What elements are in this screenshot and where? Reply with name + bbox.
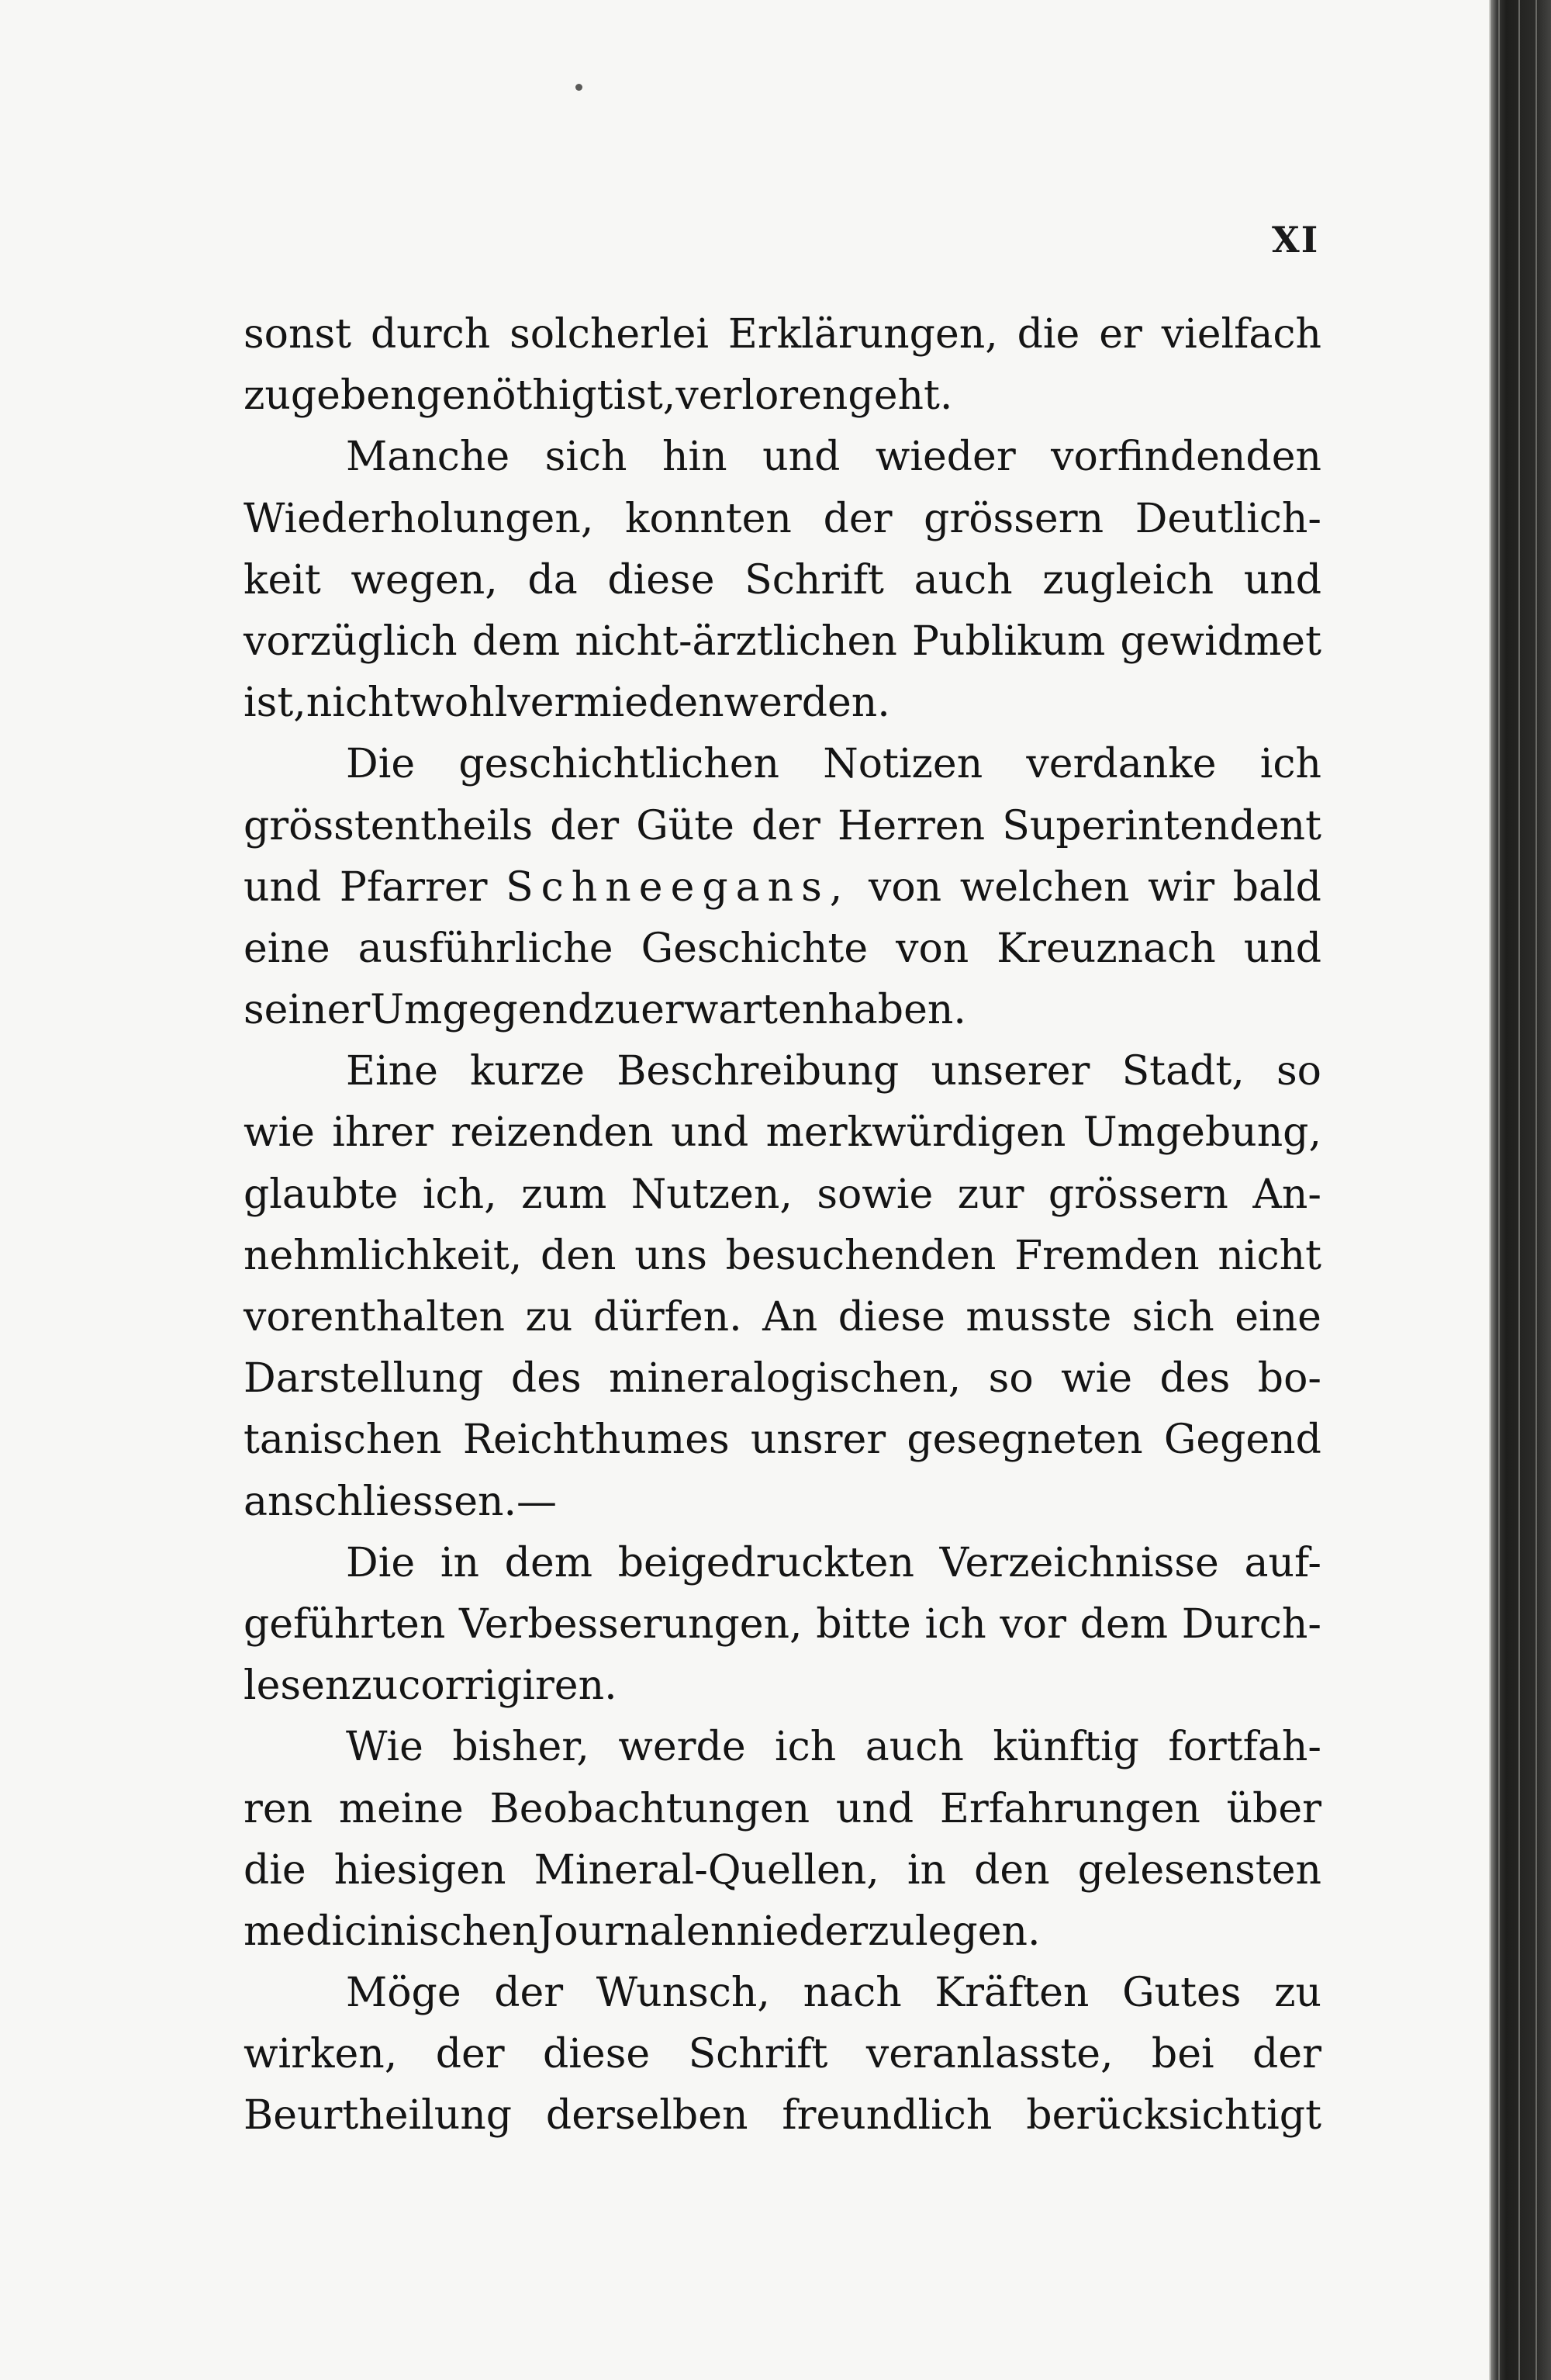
text-line <box>244 1594 1321 1655</box>
word: zum <box>521 1171 607 1218</box>
word: haben. <box>827 987 966 1034</box>
word: die <box>1017 311 1080 358</box>
text-line <box>244 1901 1321 1963</box>
word: hin <box>662 434 727 481</box>
word: Mineral-Quellen, <box>534 1846 879 1894</box>
word: der <box>751 802 820 849</box>
word: Die <box>346 1539 416 1586</box>
word: auch <box>865 1724 964 1771</box>
text-line <box>244 304 1321 365</box>
word: Notizen <box>823 741 983 788</box>
word: so <box>988 1355 1034 1403</box>
word: bei <box>1151 2031 1214 2078</box>
book-spine-edge <box>1491 0 1551 2380</box>
text-line <box>244 1287 1321 1348</box>
text-line <box>244 1655 1321 1717</box>
word: werde <box>618 1724 746 1771</box>
word: so <box>1276 1048 1321 1095</box>
word: der <box>435 2031 505 2078</box>
word: uns <box>634 1232 707 1279</box>
body-text <box>244 304 1321 2147</box>
word: in <box>907 1846 946 1894</box>
word: ihrer <box>332 1109 434 1157</box>
word: Herren <box>838 802 986 849</box>
word: sowie <box>817 1171 934 1218</box>
word: da <box>527 556 578 604</box>
word: Deutlich- <box>1135 495 1321 542</box>
text-line <box>244 427 1321 488</box>
word: merkwürdigen <box>765 1109 1066 1157</box>
word: des <box>510 1355 582 1403</box>
text-line <box>244 489 1321 550</box>
word: mineralogischen, <box>609 1355 962 1403</box>
word: musste <box>965 1294 1112 1340</box>
text-line <box>244 1102 1321 1164</box>
word: geht. <box>848 372 953 420</box>
word: von <box>896 925 969 972</box>
word: unserer <box>931 1048 1090 1095</box>
word: und <box>671 1109 749 1157</box>
word: Kräften <box>934 1970 1090 2017</box>
word: den <box>974 1846 1050 1894</box>
word: Möge <box>346 1970 461 2017</box>
word: fortfah- <box>1168 1724 1321 1771</box>
word: dem <box>504 1539 593 1586</box>
text-line <box>244 1041 1321 1102</box>
word: Schneegans, <box>506 863 851 911</box>
word: hiesigen <box>333 1846 506 1894</box>
word: solcherlei <box>510 311 709 358</box>
text-line <box>244 918 1321 980</box>
word: gelesensten <box>1077 1846 1321 1894</box>
text-line <box>244 2085 1321 2146</box>
word: An- <box>1252 1171 1321 1218</box>
word: vorfindenden <box>1051 434 1321 481</box>
text-line <box>244 611 1321 673</box>
word: Umgegend <box>370 987 594 1034</box>
word: zu <box>1274 1970 1321 2017</box>
word: Durch- <box>1181 1600 1321 1648</box>
word: diese <box>607 556 715 604</box>
word: verloren <box>675 372 848 420</box>
word: ich <box>1259 741 1321 788</box>
word: werden. <box>724 680 890 727</box>
word: wohl <box>409 680 508 727</box>
word: von <box>868 863 942 911</box>
word: und <box>1243 556 1321 604</box>
word: zur <box>957 1171 1024 1218</box>
word: Superintendent <box>1002 802 1321 849</box>
word: unsrer <box>750 1417 886 1464</box>
word: tanischen <box>244 1417 442 1464</box>
word: Die <box>346 741 416 788</box>
word: Wie <box>346 1724 423 1771</box>
word: glaubte <box>244 1171 399 1218</box>
word: Geschichte <box>641 925 869 972</box>
word: auch <box>914 556 1013 604</box>
word: und <box>762 434 841 481</box>
word: bitte <box>816 1600 911 1648</box>
word: Reichthumes <box>462 1417 730 1464</box>
word: und <box>244 863 322 911</box>
word: derselben <box>545 2092 748 2140</box>
word: niederzulegen. <box>736 1908 1041 1955</box>
word: Umgebung, <box>1083 1109 1321 1157</box>
text-line <box>244 1226 1321 1287</box>
word: geschichtlichen <box>458 741 779 788</box>
word: vielfach <box>1161 311 1321 358</box>
word: Kreuznach <box>997 925 1216 972</box>
word: Beschreibung <box>617 1048 900 1095</box>
word: erwarten <box>641 987 828 1034</box>
word: sich <box>1131 1294 1214 1340</box>
word: der <box>1252 2031 1321 2078</box>
word: ich, <box>422 1171 497 1218</box>
word: Erklärungen, <box>727 311 998 358</box>
word: zu <box>244 372 291 420</box>
word: gewidmet <box>1120 617 1321 665</box>
word: Erfahrungen <box>939 1785 1200 1832</box>
word: zu <box>525 1294 573 1340</box>
word: zu <box>351 1662 399 1710</box>
word: seiner <box>244 987 371 1034</box>
word: diese <box>543 2031 651 2078</box>
text-line <box>244 796 1321 857</box>
word: zu <box>593 987 641 1034</box>
word: ist, <box>244 680 306 727</box>
word: vorenthalten <box>244 1294 505 1340</box>
word: Manche <box>346 434 510 481</box>
word: dürfen. <box>592 1294 742 1340</box>
word: grösstentheils <box>244 802 534 849</box>
word: Fremden <box>1014 1232 1200 1279</box>
word: grössern <box>1048 1171 1228 1218</box>
word: veranlasste, <box>865 2031 1114 2078</box>
word: der <box>823 495 893 542</box>
word: kurze <box>470 1048 586 1095</box>
word: vermieden <box>507 680 724 727</box>
word: verdanke <box>1026 741 1217 788</box>
word: bald <box>1232 863 1321 911</box>
word: Nutzen, <box>630 1171 793 1218</box>
text-line <box>244 1963 1321 2024</box>
word: ausführliche <box>358 925 613 972</box>
word: ren <box>244 1785 313 1832</box>
text-line <box>244 1779 1321 1840</box>
text-line <box>244 734 1321 795</box>
word: Gutes <box>1122 1970 1242 2017</box>
word: und <box>1243 925 1321 972</box>
word: Wiederholungen, <box>244 495 594 542</box>
word: diese <box>838 1294 945 1340</box>
word: nicht-ärztlichen <box>575 617 897 665</box>
word: Wunsch, <box>596 1970 770 2017</box>
text-line <box>244 365 1321 427</box>
word: meine <box>338 1785 464 1832</box>
word: Gegend <box>1163 1417 1321 1464</box>
word: den <box>541 1232 617 1279</box>
word: keit <box>244 556 321 604</box>
word: wie <box>1061 1355 1133 1403</box>
word: bisher, <box>452 1724 589 1771</box>
word: ich <box>775 1724 837 1771</box>
word: in <box>440 1539 479 1586</box>
word: beigedruckten <box>617 1539 914 1586</box>
word: vorzüglich <box>244 617 458 665</box>
word: wie <box>244 1109 315 1157</box>
word: grössern <box>924 495 1104 542</box>
text-line <box>244 550 1321 611</box>
word: ich <box>924 1600 986 1648</box>
word: Darstellung <box>244 1355 484 1403</box>
word: nehmlichkeit, <box>244 1232 523 1279</box>
text-line <box>244 1348 1321 1410</box>
word: Beobachtungen <box>489 1785 810 1832</box>
word: freundlich <box>782 2092 993 2140</box>
ink-speck <box>575 84 582 91</box>
word: genöthigt <box>416 372 613 420</box>
word: vor <box>1000 1600 1066 1648</box>
word: geben <box>290 372 416 420</box>
word: künftig <box>993 1724 1139 1771</box>
text-line <box>244 1840 1321 1901</box>
text-line <box>244 2024 1321 2085</box>
word: die <box>244 1846 306 1894</box>
word: Beurtheilung <box>244 2092 513 2140</box>
word: Schrift <box>744 556 884 604</box>
word: nach <box>803 1970 902 2017</box>
text-line <box>244 857 1321 918</box>
word: — <box>516 1478 557 1525</box>
word: berücksichtigt <box>1026 2092 1321 2140</box>
text-line <box>244 980 1321 1041</box>
word: medicinischen <box>244 1908 538 1955</box>
word: der <box>550 802 620 849</box>
word: dem <box>1079 1600 1169 1648</box>
word: bo- <box>1257 1355 1321 1403</box>
word: Verbesserungen, <box>459 1600 803 1648</box>
word: gesegneten <box>907 1417 1143 1464</box>
word: wegen, <box>351 556 498 604</box>
word: anschliessen. <box>244 1478 516 1525</box>
text-line <box>244 1472 1321 1533</box>
word: und <box>835 1785 914 1832</box>
text-line <box>244 1717 1321 1778</box>
word: Eine <box>346 1048 438 1095</box>
word: wirken, <box>244 2031 398 2078</box>
text-line <box>244 1410 1321 1471</box>
word: geführten <box>244 1600 446 1648</box>
text-line <box>244 1164 1321 1226</box>
word: durch <box>370 311 491 358</box>
word: auf- <box>1244 1539 1321 1586</box>
word: besuchenden <box>725 1232 997 1279</box>
page-number: XI <box>1272 219 1320 261</box>
word: wieder <box>875 434 1016 481</box>
word: der <box>494 1970 564 2017</box>
text-line <box>244 1533 1321 1594</box>
word: wir <box>1148 863 1215 911</box>
word: Publikum <box>911 617 1106 665</box>
word: ist, <box>613 372 676 420</box>
word: sich <box>544 434 627 481</box>
word: Pfarrer <box>339 863 488 911</box>
word: er <box>1099 311 1142 358</box>
word: Güte <box>636 802 734 849</box>
word: welchen <box>959 863 1130 911</box>
word: nicht <box>306 680 410 727</box>
word: corrigiren. <box>398 1662 617 1710</box>
word: Verzeichnisse <box>939 1539 1219 1586</box>
word: lesen <box>244 1662 351 1710</box>
word: dem <box>472 617 561 665</box>
word: über <box>1226 1785 1321 1832</box>
word: Schrift <box>688 2031 828 2078</box>
word: An <box>762 1294 818 1340</box>
word: reizenden <box>451 1109 654 1157</box>
text-line <box>244 673 1321 734</box>
word: sonst <box>244 311 352 358</box>
word: konnten <box>624 495 792 542</box>
word: Stadt, <box>1121 1048 1245 1095</box>
word: Journalen <box>537 1908 737 1955</box>
word: eine <box>244 925 330 972</box>
word: zugleich <box>1042 556 1214 604</box>
word: des <box>1159 1355 1231 1403</box>
word: eine <box>1235 1294 1321 1340</box>
word: nicht <box>1218 1232 1321 1279</box>
